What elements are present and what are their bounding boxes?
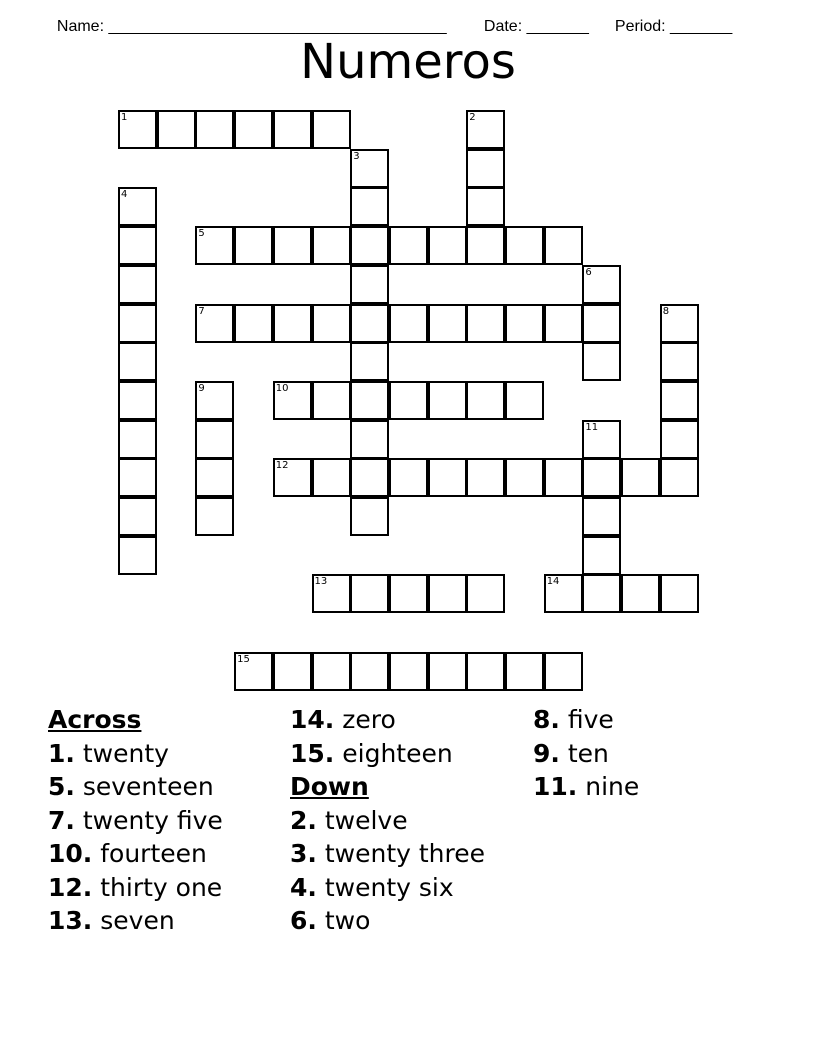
grid-cell[interactable]: [195, 110, 234, 149]
clue-number: 5.: [48, 772, 75, 801]
cell-number: 10: [275, 382, 289, 394]
grid-cell[interactable]: [234, 226, 273, 265]
clue-item: [48, 737, 223, 771]
grid-cell[interactable]: [350, 652, 389, 691]
clue-item: [533, 770, 639, 804]
grid-cell[interactable]: [312, 574, 351, 613]
grid-cell[interactable]: [466, 574, 505, 613]
grid-cell[interactable]: [466, 110, 505, 149]
grid-cell[interactable]: [582, 574, 621, 613]
grid-cell[interactable]: [234, 304, 273, 343]
grid-cell[interactable]: [350, 420, 389, 459]
grid-cell[interactable]: [389, 652, 428, 691]
grid-cell[interactable]: [389, 458, 428, 497]
grid-cell[interactable]: [389, 574, 428, 613]
clue-item: [533, 737, 639, 771]
grid-cell[interactable]: [195, 497, 234, 536]
grid-cell[interactable]: [582, 304, 621, 343]
grid-cell[interactable]: [350, 226, 389, 265]
grid-cell[interactable]: [466, 652, 505, 691]
grid-cell[interactable]: [505, 304, 544, 343]
clue-number: 1.: [48, 738, 75, 768]
date-field-label[interactable]: Date: _______: [483, 18, 589, 35]
clue-item: [290, 737, 485, 771]
grid-cell[interactable]: [428, 458, 467, 497]
clue-item: [290, 871, 485, 905]
grid-cell[interactable]: [273, 110, 312, 149]
grid-cell[interactable]: [157, 110, 196, 149]
grid-cell[interactable]: [350, 497, 389, 536]
clue-text: zero: [334, 705, 396, 734]
grid-cell[interactable]: [195, 458, 234, 497]
grid-cell[interactable]: [312, 652, 351, 691]
grid-cell[interactable]: [118, 226, 157, 265]
clue-number: 13.: [48, 906, 93, 935]
grid-cell[interactable]: [466, 226, 505, 265]
clue-column-2: [290, 703, 485, 938]
clue-section-heading: [48, 703, 223, 737]
grid-cell[interactable]: [118, 497, 157, 536]
grid-cell[interactable]: [428, 652, 467, 691]
clue-number: 2.: [290, 805, 317, 835]
clue-text: twenty five: [74, 805, 223, 835]
clue-item: [48, 871, 223, 905]
grid-cell[interactable]: [428, 226, 467, 265]
clue-text: seventeen: [74, 772, 214, 801]
grid-cell[interactable]: [118, 381, 157, 420]
cell-number: 11: [585, 421, 599, 433]
cell-number: 7: [198, 305, 205, 317]
cell-number: 6: [585, 266, 592, 278]
clue-text: twenty: [74, 738, 169, 768]
grid-cell[interactable]: [118, 110, 157, 149]
grid-cell[interactable]: [312, 381, 351, 420]
cell-number: 1: [121, 112, 128, 123]
cell-number: 2: [469, 112, 476, 123]
clue-item: [290, 837, 485, 871]
period-field-label[interactable]: Period: _______: [614, 18, 733, 35]
grid-cell[interactable]: [118, 187, 157, 226]
clue-number: 9.: [533, 738, 560, 768]
cell-number: 4: [121, 189, 128, 201]
clue-number: 15.: [290, 738, 335, 768]
page-title: Numeros: [300, 34, 516, 90]
grid-cell[interactable]: [621, 574, 660, 613]
clue-item: [48, 837, 223, 871]
grid-cell[interactable]: [544, 458, 583, 497]
grid-cell[interactable]: [312, 458, 351, 497]
grid-cell[interactable]: [118, 304, 157, 343]
grid-cell[interactable]: [544, 652, 583, 691]
clue-item: [290, 904, 485, 938]
grid-cell[interactable]: [466, 381, 505, 420]
grid-cell[interactable]: [389, 304, 428, 343]
grid-cell[interactable]: [660, 420, 699, 459]
grid-cell[interactable]: [660, 574, 699, 613]
grid-cell[interactable]: [273, 304, 312, 343]
grid-cell[interactable]: [505, 226, 544, 265]
clue-item: [533, 703, 639, 737]
grid-cell[interactable]: [466, 458, 505, 497]
grid-cell[interactable]: [350, 304, 389, 343]
clue-item: [48, 904, 223, 938]
clue-item: [48, 804, 223, 838]
clue-text: twenty six: [316, 872, 454, 902]
grid-cell[interactable]: [660, 342, 699, 381]
grid-cell[interactable]: [273, 652, 312, 691]
grid-cell[interactable]: [118, 342, 157, 381]
cell-number: 3: [353, 150, 360, 162]
clue-text: nine: [577, 772, 640, 801]
clue-number: 10.: [48, 839, 93, 868]
grid-cell[interactable]: [195, 226, 234, 265]
cell-number: 15: [237, 653, 250, 665]
clue-section-heading: [290, 770, 485, 804]
grid-cell[interactable]: [118, 536, 157, 575]
clue-item: [290, 703, 485, 737]
cell-number: 5: [198, 228, 205, 240]
grid-cell[interactable]: [428, 304, 467, 343]
heading-text: Down: [290, 772, 369, 801]
grid-cell[interactable]: [389, 381, 428, 420]
clue-text: fourteen: [92, 839, 207, 868]
grid-cell[interactable]: [544, 304, 583, 343]
grid-cell[interactable]: [428, 574, 467, 613]
grid-cell[interactable]: [350, 458, 389, 497]
grid-cell[interactable]: [582, 536, 621, 575]
clue-number: 4.: [290, 872, 317, 902]
clue-number: 3.: [290, 839, 317, 868]
clue-number: 12.: [48, 872, 93, 902]
clue-number: 11.: [533, 772, 578, 801]
grid-cell[interactable]: [118, 420, 157, 459]
clue-text: five: [559, 705, 614, 734]
grid-cell[interactable]: [312, 226, 351, 265]
grid-cell[interactable]: [428, 381, 467, 420]
clue-text: seven: [92, 906, 175, 935]
clue-text: twenty three: [316, 839, 486, 868]
cell-number: 13: [314, 576, 328, 588]
grid-cell[interactable]: [466, 187, 505, 226]
clue-text: two: [316, 906, 371, 935]
grid-cell[interactable]: [582, 265, 621, 304]
clue-column-1: [48, 703, 223, 938]
grid-cell[interactable]: [582, 342, 621, 381]
grid-cell[interactable]: [118, 458, 157, 497]
grid-cell[interactable]: [505, 381, 544, 420]
grid-cell[interactable]: [544, 226, 583, 265]
grid-cell[interactable]: [195, 304, 234, 343]
grid-cell[interactable]: [350, 187, 389, 226]
name-field-label[interactable]: Name: ______________________________________: [56, 18, 447, 35]
grid-cell[interactable]: [312, 110, 351, 149]
grid-cell[interactable]: [621, 458, 660, 497]
clue-text: thirty one: [92, 872, 223, 902]
grid-cell[interactable]: [350, 381, 389, 420]
clue-text: twelve: [316, 805, 408, 835]
grid-cell[interactable]: [582, 458, 621, 497]
grid-cell[interactable]: [582, 420, 621, 459]
grid-cell[interactable]: [273, 226, 312, 265]
clue-text: eighteen: [334, 738, 453, 768]
grid-cell[interactable]: [660, 304, 699, 343]
grid-cell[interactable]: [195, 420, 234, 459]
grid-cell[interactable]: [544, 574, 583, 613]
grid-cell[interactable]: [350, 149, 389, 188]
grid-cell[interactable]: [505, 458, 544, 497]
grid-cell[interactable]: [350, 574, 389, 613]
grid-cell[interactable]: [312, 304, 351, 343]
heading-text: Across: [48, 705, 142, 734]
grid-cell[interactable]: [660, 458, 699, 497]
grid-cell[interactable]: [660, 381, 699, 420]
clue-number: 6.: [290, 906, 317, 935]
clue-text: ten: [559, 738, 609, 768]
grid-cell[interactable]: [505, 652, 544, 691]
grid-cell[interactable]: [118, 265, 157, 304]
cell-number: 8: [662, 305, 670, 317]
grid-cell[interactable]: [466, 304, 505, 343]
grid-cell[interactable]: [350, 265, 389, 304]
grid-cell[interactable]: [234, 110, 273, 149]
cell-number: 12: [275, 460, 289, 472]
clue-number: 7.: [48, 805, 75, 835]
grid-cell[interactable]: [582, 497, 621, 536]
clue-item: [290, 804, 485, 838]
grid-cell[interactable]: [350, 342, 389, 381]
grid-cell[interactable]: [195, 381, 234, 420]
clue-column-3: [533, 703, 639, 804]
grid-cell[interactable]: [234, 652, 273, 691]
clue-number: 8.: [533, 705, 560, 734]
clue-number: 14.: [290, 705, 335, 734]
grid-cell[interactable]: [389, 226, 428, 265]
cell-number: 14: [546, 576, 560, 588]
grid-cell[interactable]: [466, 149, 505, 188]
grid-cell[interactable]: [273, 381, 312, 420]
clue-item: [48, 770, 223, 804]
cell-number: 9: [198, 382, 205, 394]
grid-cell[interactable]: [273, 458, 312, 497]
